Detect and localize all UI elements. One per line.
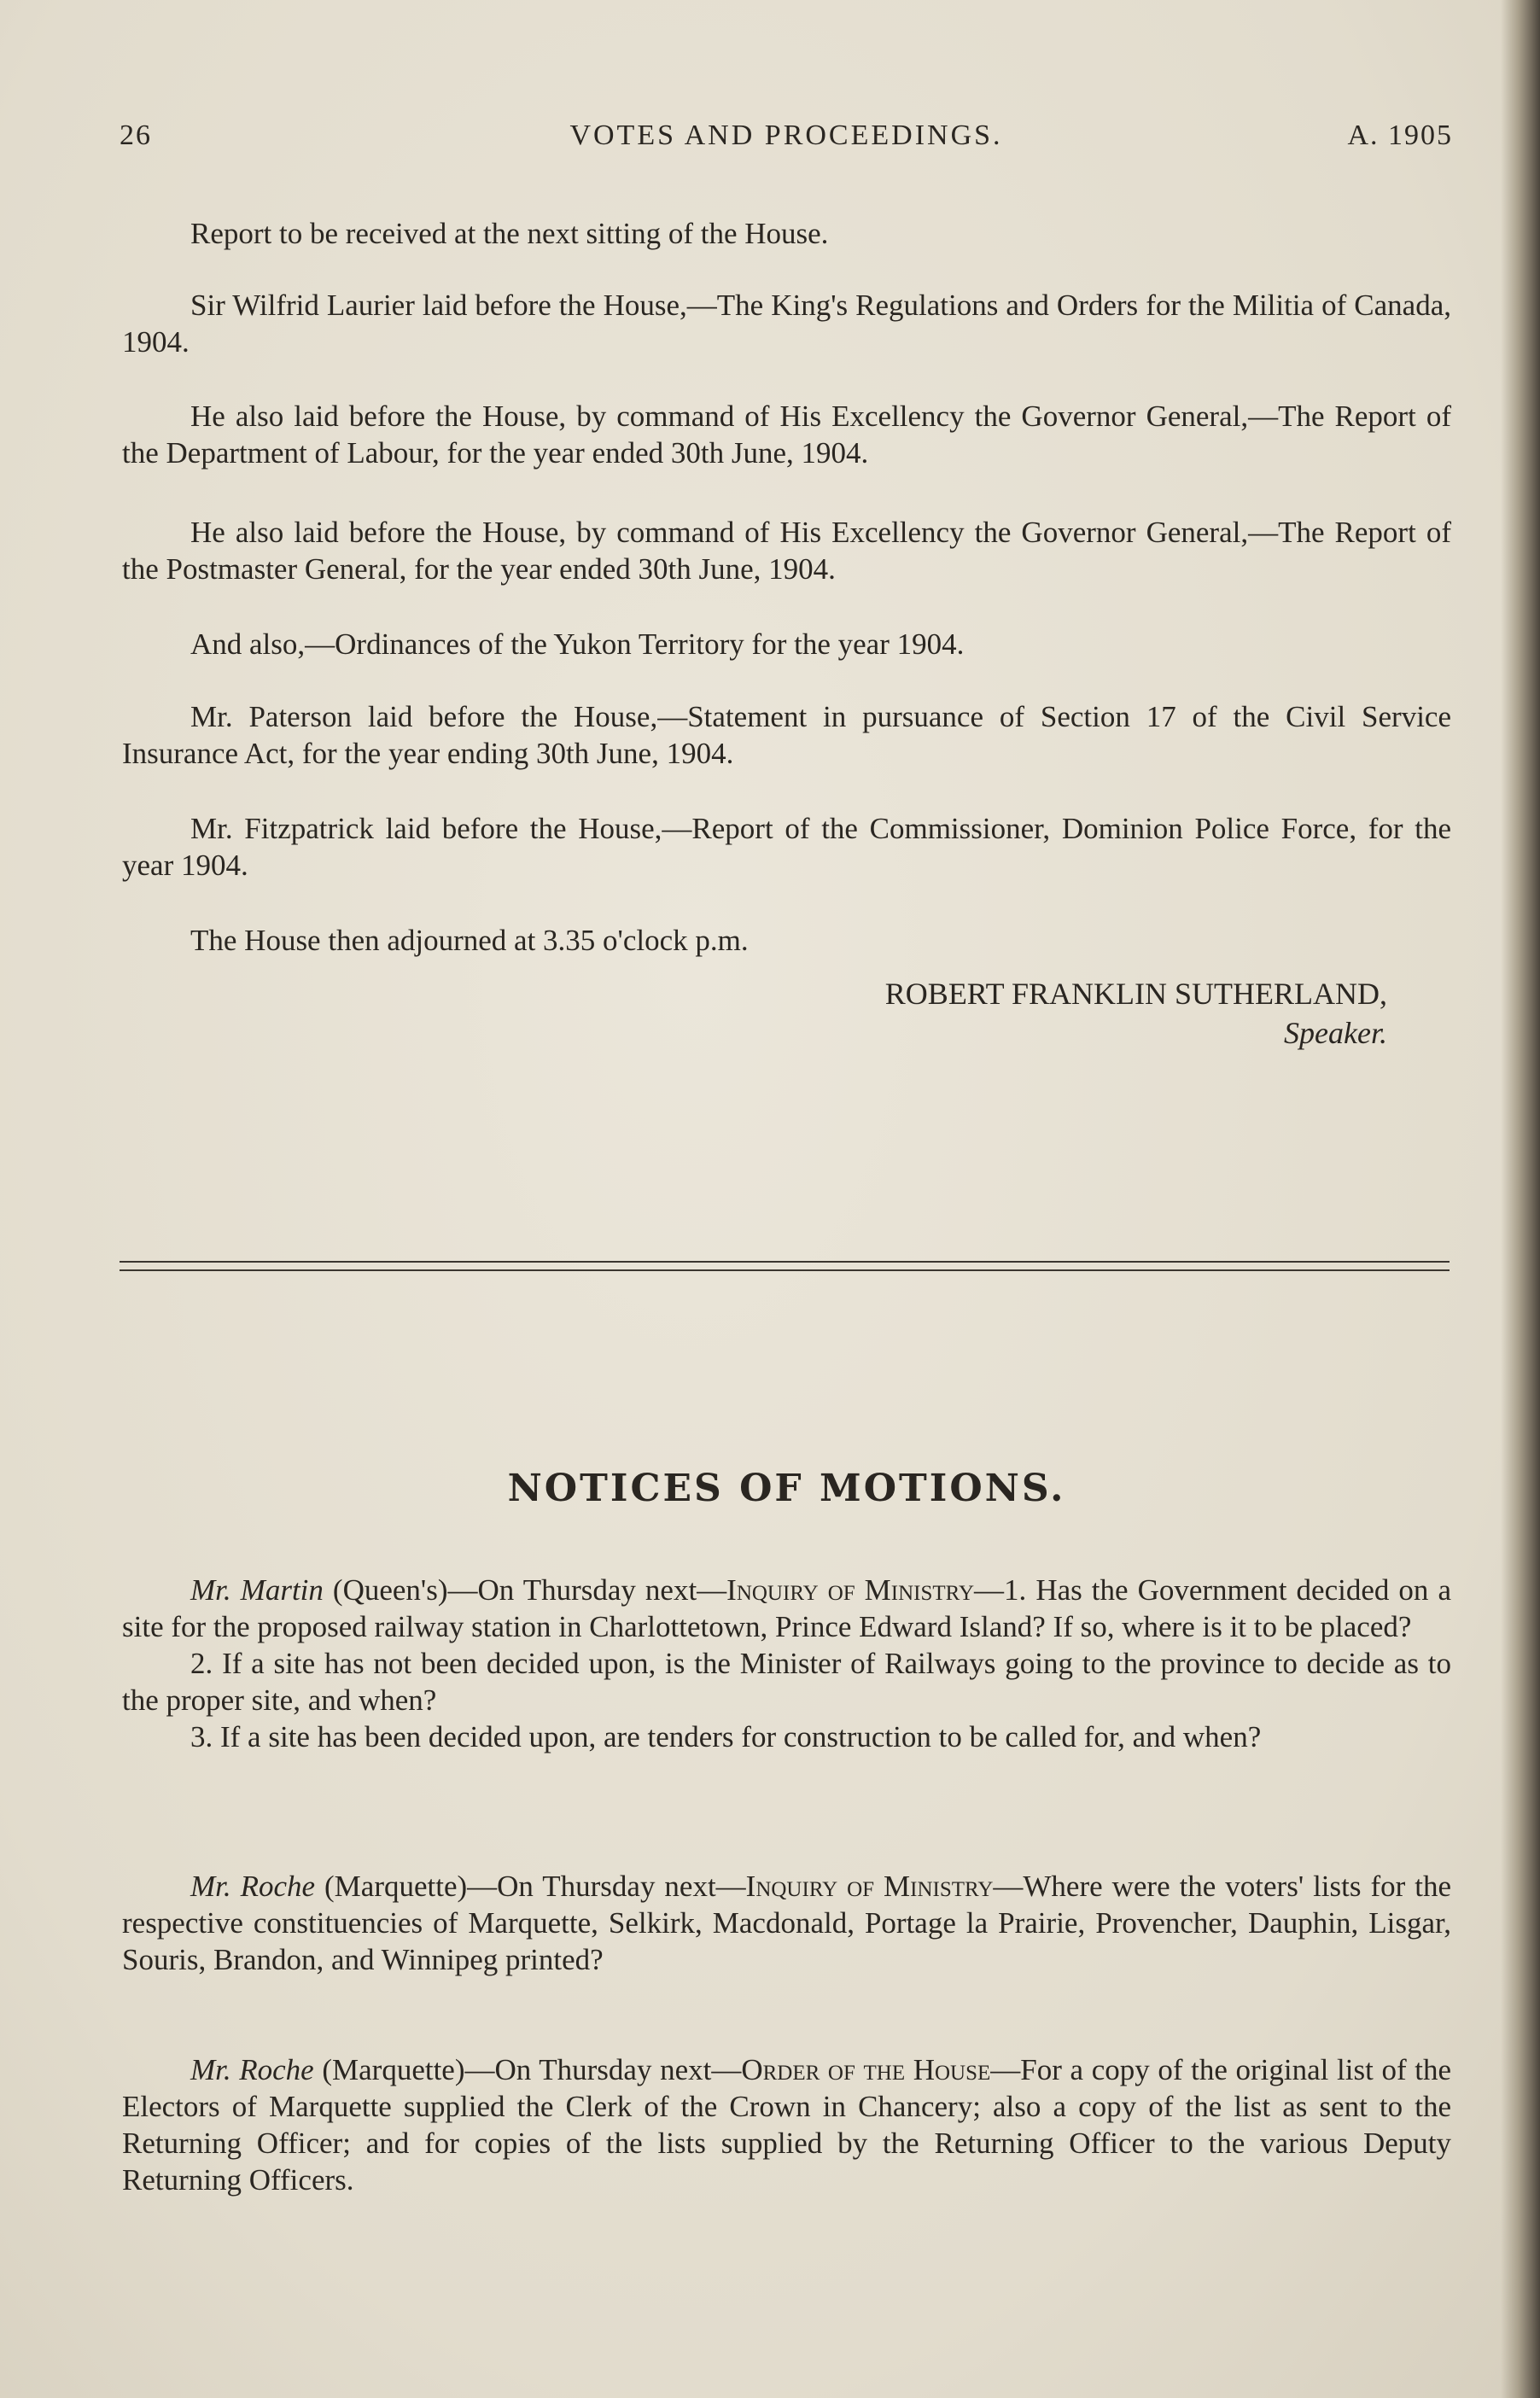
paragraph bbox=[122, 810, 1451, 884]
paragraph-text: He also laid before the House, by command of His Excellency the Governor General,—The Report of the Department of Labour, for the year ended 30th June, 1904. bbox=[122, 400, 1451, 470]
section-title: NOTICES OF MOTIONS. bbox=[507, 1467, 1066, 1510]
motion-question: 3. If a site has been decided upon, are tenders for construction to be called for, and when? bbox=[190, 1720, 1262, 1753]
motion bbox=[122, 2051, 1451, 2198]
paragraph-text: Mr. Fitzpatrick laid before the House,—Report of the Commissioner, Dominion Police Force, for the year 1904. bbox=[122, 812, 1451, 882]
motion-kind: Inquiry of Ministry bbox=[726, 1573, 975, 1607]
paragraph bbox=[122, 398, 1451, 471]
riding: (Queen's)—On Thursday next— bbox=[323, 1573, 727, 1607]
motion bbox=[122, 1572, 1451, 1755]
divider-rule bbox=[120, 1261, 1450, 1263]
header-year: A. 1905 bbox=[1347, 120, 1453, 151]
divider-rule bbox=[120, 1269, 1450, 1271]
paragraph-text: He also laid before the House, by command of His Excellency the Governor General,—The Report of the Postmaster General, for the year ended 30th June, 1904. bbox=[122, 516, 1451, 586]
header-title: VOTES AND PROCEEDINGS. bbox=[569, 120, 1003, 151]
motion-text bbox=[122, 1868, 1451, 1978]
paragraph bbox=[122, 922, 1451, 959]
paragraph bbox=[122, 287, 1451, 360]
paragraph-text: And also,—Ordinances of the Yukon Territory for the year 1904. bbox=[190, 627, 965, 661]
speaker-title: Speaker. bbox=[1284, 1016, 1387, 1050]
speaker-name: ROBERT FRANKLIN SUTHERLAND, bbox=[884, 977, 1387, 1011]
motion-body: —For a copy of the original list of the Electors of Marquette supplied the Clerk of the Crown in Chancery; also a copy of the list as sent to the Returning Officer; and for copies of the lists supplied by the Returning Officer to the various Deputy Returning Officers. bbox=[122, 2053, 1451, 2197]
paragraph bbox=[122, 514, 1451, 587]
member-name: Mr. Roche bbox=[190, 2053, 314, 2086]
binding-shadow bbox=[1501, 0, 1540, 2398]
motion bbox=[122, 1868, 1451, 1978]
motion-body: —Where were the voters' lists for the respective constituencies of Marquette, Selkirk, Macdonald, Portage la Prairie, Provencher, Dauphin, Lisgar, Souris, Brandon, and Winnipeg printed? bbox=[122, 1870, 1451, 1976]
paragraph-text: Sir Wilfrid Laurier laid before the House,—The King's Regulations and Orders for the Militia of Canada, 1904. bbox=[122, 289, 1451, 359]
paragraph-text: The House then adjourned at 3.35 o'clock p.m. bbox=[190, 924, 749, 957]
paragraph bbox=[122, 626, 1451, 662]
riding: (Marquette)—On Thursday next— bbox=[313, 2053, 742, 2086]
paragraph bbox=[122, 698, 1451, 772]
signature-block bbox=[122, 974, 1387, 1053]
paragraph-text: Report to be received at the next sitting of the House. bbox=[190, 217, 829, 250]
riding: (Marquette)—On Thursday next— bbox=[315, 1870, 746, 1903]
page-number: 26 bbox=[120, 120, 152, 151]
member-name: Mr. Martin bbox=[190, 1573, 324, 1607]
motion-question: 2. If a site has not been decided upon, is the Minister of Railways going to the province to decide as to the proper site, and when? bbox=[122, 1647, 1451, 1717]
motion-text bbox=[122, 2051, 1451, 2198]
running-header bbox=[120, 120, 1453, 159]
member-name: Mr. Roche bbox=[190, 1870, 316, 1903]
motion-kind: Order of the House bbox=[741, 2053, 991, 2086]
paragraph bbox=[122, 215, 1451, 252]
motion-text bbox=[122, 1572, 1451, 1645]
paragraph-text: Mr. Paterson laid before the House,—Statement in pursuance of Section 17 of the Civil Service Insurance Act, for the year ending 30th June, 1904. bbox=[122, 700, 1451, 770]
motion-kind: Inquiry of Ministry bbox=[745, 1870, 994, 1903]
motion-body: —1. Has the Government decided on a site for the proposed railway station in Charlottetown, Prince Edward Island? If so, where is it to be placed? bbox=[122, 1573, 1451, 1643]
